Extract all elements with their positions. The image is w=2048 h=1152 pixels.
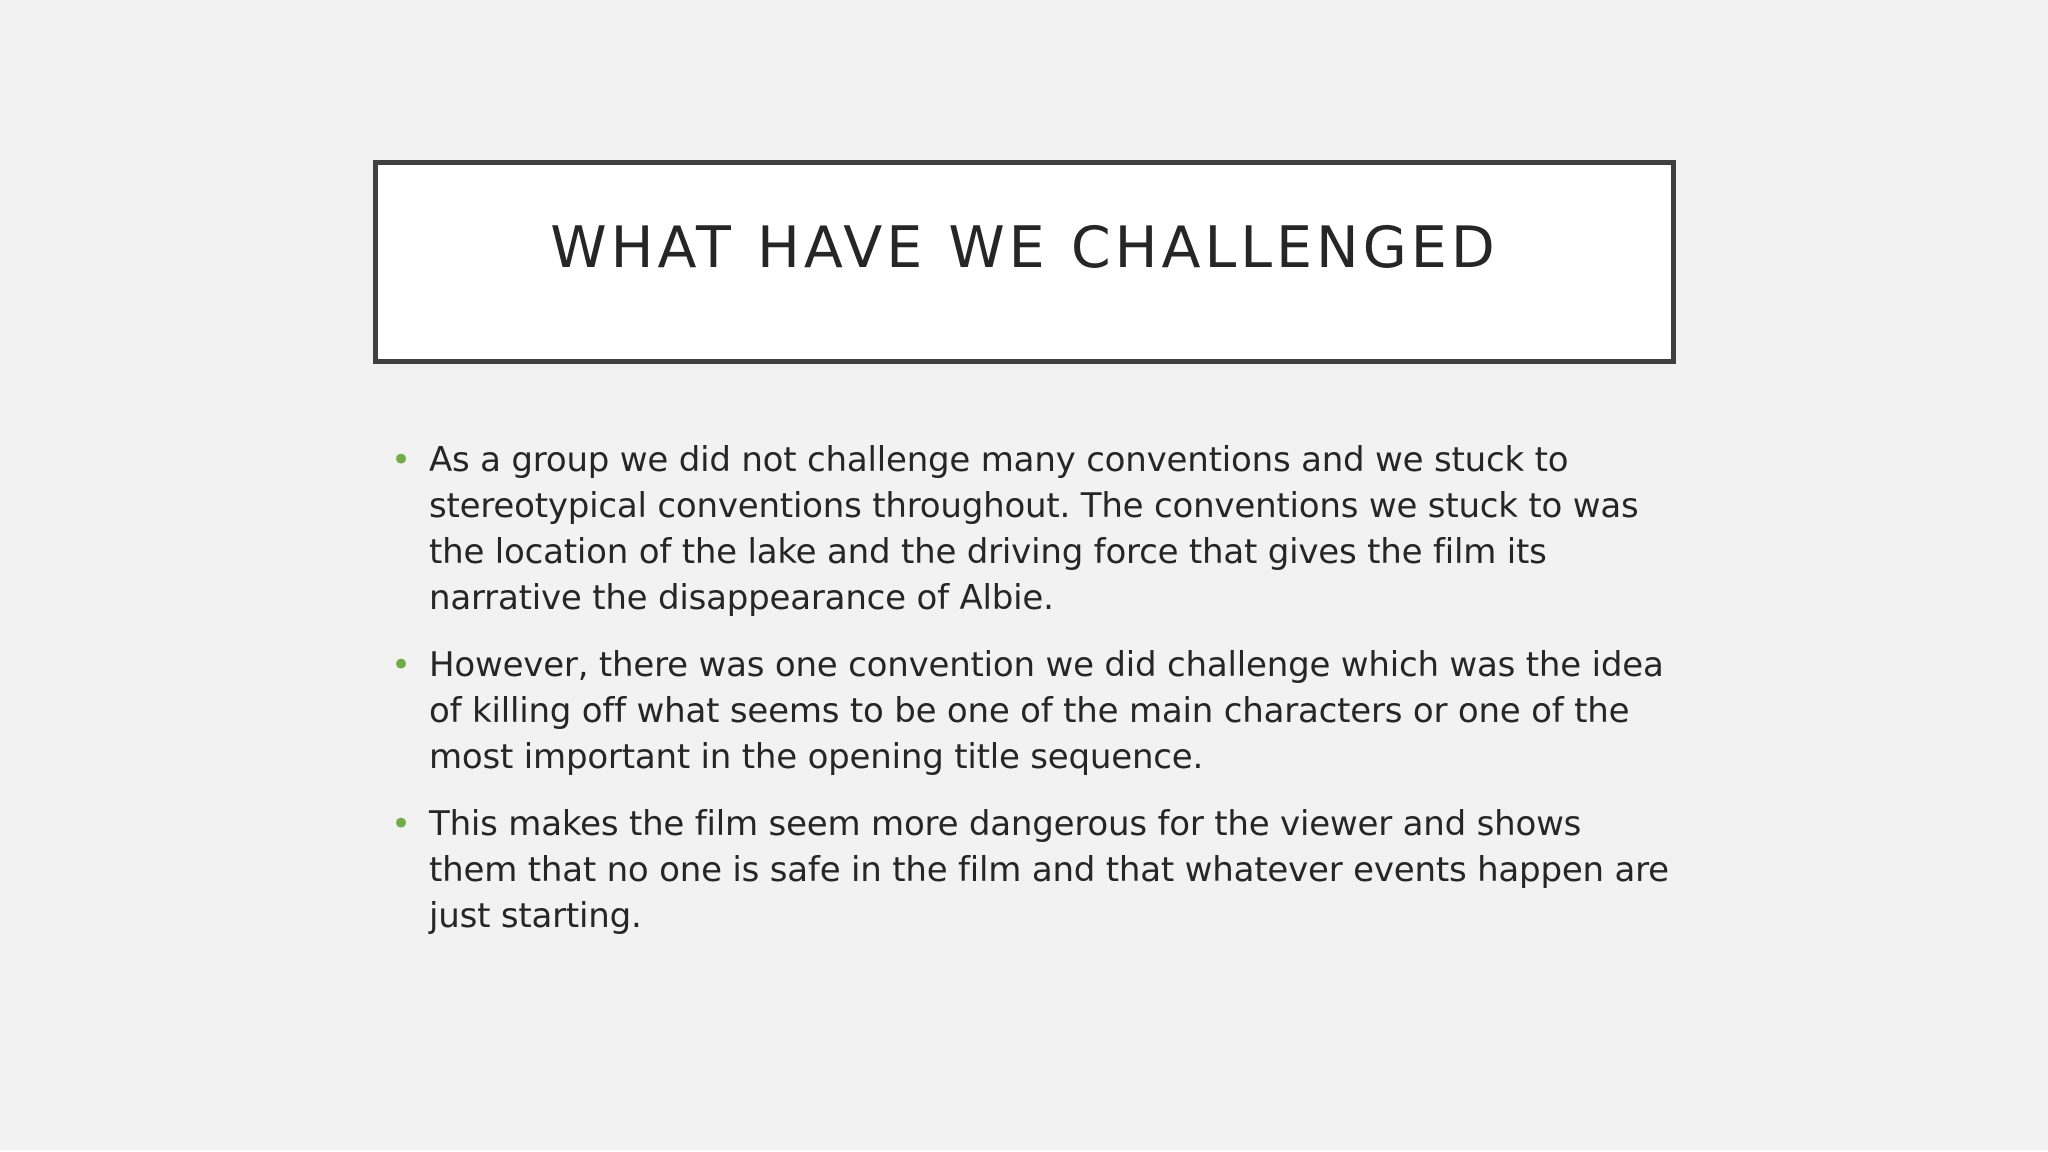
bullet-dot-icon: •: [391, 440, 411, 480]
bullet-item: [378, 437, 1678, 621]
bullet-line: them that no one is safe in the film and that whatever events happen are: [429, 850, 1669, 890]
slide-title: WHAT HAVE WE CHALLENGED: [550, 215, 1499, 281]
bullet-dot-icon: •: [391, 804, 411, 844]
bullet-line: the location of the lake and the driving force that gives the film its: [429, 532, 1547, 572]
bullet-line: narrative the disappearance of Albie.: [429, 578, 1054, 618]
bullet-list: [378, 437, 1678, 960]
bullet-line: However, there was one convention we did challenge which was the idea: [429, 645, 1664, 685]
bullet-line: stereotypical conventions throughout. The conventions we stuck to was: [429, 486, 1639, 526]
bullet-line: As a group we did not challenge many conventions and we stuck to: [429, 440, 1569, 480]
bullet-dot-icon: •: [391, 645, 411, 685]
bullet-line: most important in the opening title sequence.: [429, 737, 1204, 777]
bullet-line: just starting.: [429, 896, 642, 936]
title-box: [373, 160, 1676, 364]
bullet-item: [378, 801, 1678, 939]
bullet-line: This makes the film seem more dangerous for the viewer and shows: [429, 804, 1582, 844]
bullet-item: [378, 642, 1678, 780]
bullet-line: of killing off what seems to be one of the main characters or one of the: [429, 691, 1630, 731]
